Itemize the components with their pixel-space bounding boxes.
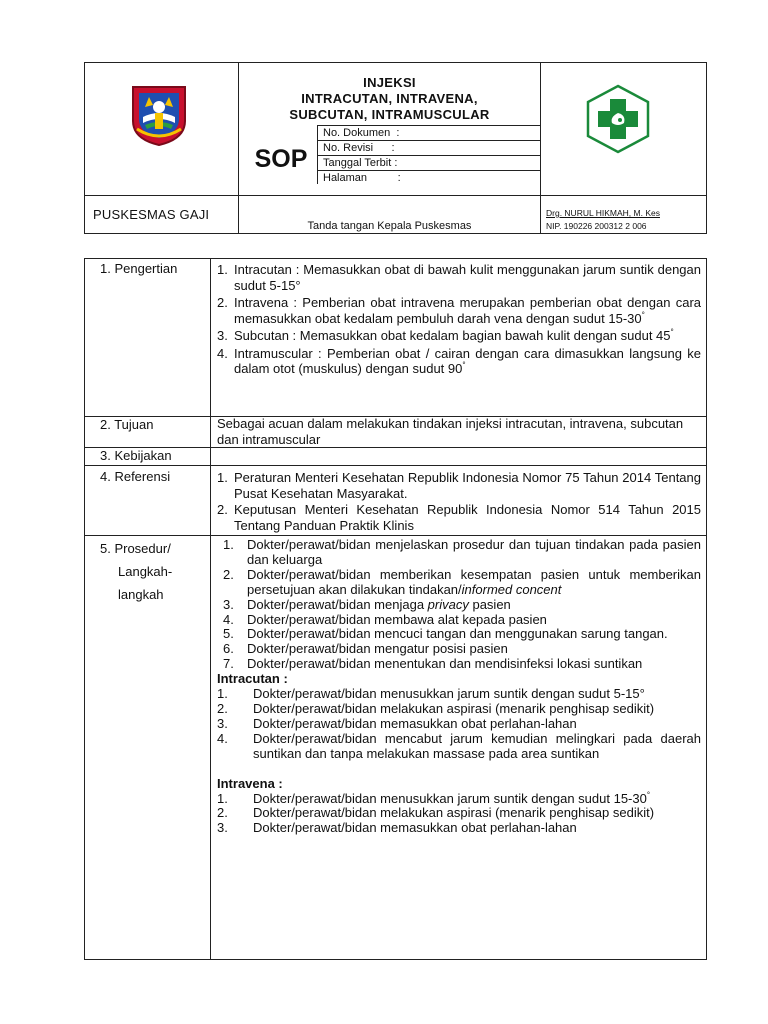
list-number: 2.: [217, 805, 228, 821]
section-label: 1. Pengertian: [100, 261, 178, 276]
list-number: 2.: [217, 700, 228, 716]
list-number: 3.: [217, 328, 228, 343]
signature-caption: Tanda tangan Kepala Puskesmas: [307, 220, 472, 232]
list-number: 4.: [217, 345, 228, 361]
regency-emblem-logo: [127, 83, 191, 147]
list-number: 1.: [217, 470, 228, 485]
item-text: Keputusan Menteri Kesehatan Republik Indonesia Nomor 514 Tahun 2015 Tentang Panduan Praktik Klinis: [234, 502, 701, 533]
list-item: [217, 613, 701, 628]
referensi-content: [217, 470, 701, 533]
degree-mark: °: [641, 310, 645, 320]
header-divider: [85, 195, 707, 196]
sop-label: SOP: [254, 145, 308, 173]
list-number: 1.: [217, 790, 228, 806]
header-divider: [317, 125, 318, 184]
item-text: Dokter/perawat/bidan membawa alat kepada pasien: [247, 611, 547, 627]
item-text: Dokter/perawat/bidan menjelaskan prosedur dan tujuan tindakan pada pasien dan keluarga: [247, 537, 701, 567]
puskesmas-name: PUSKESMAS GAJI: [93, 207, 210, 222]
header-divider: [540, 63, 541, 234]
list-item: [217, 642, 701, 657]
label-line: 5. Prosedur/: [100, 541, 171, 556]
intravena-list: [217, 792, 701, 837]
item-text: Dokter/perawat/bidan mencuci tangan dan menggunakan sarung tangan.: [247, 626, 668, 642]
item-text: Dokter/perawat/bidan menusukkan jarum suntik dengan sudut 5-15°: [253, 686, 645, 702]
label-line: langkah: [118, 587, 164, 602]
puskesmas-logo: [582, 83, 654, 155]
head-name: Drg. NURUL HIKMAH, M. Kes: [546, 208, 660, 218]
page-field: Halaman :: [323, 172, 401, 184]
definition-list: [217, 262, 701, 377]
list-number: 1.: [217, 686, 228, 702]
reference-list: [217, 470, 701, 533]
general-procedure-list: [217, 538, 701, 672]
item-text: Dokter/perawat/bidan menusukkan jarum suntik dengan sudut 15-30: [253, 790, 647, 806]
item-text: Intracutan : Memasukkan obat di bawah kulit menggunakan jarum suntik dengan sudut 5-15°: [234, 262, 701, 293]
item-text: Dokter/perawat/bidan memasukkan obat perlahan-lahan: [253, 715, 577, 731]
list-item: [217, 687, 701, 702]
list-item: [217, 598, 701, 613]
list-number: 2.: [223, 566, 234, 582]
section-label: [100, 537, 172, 606]
item-text: Dokter/perawat/bidan memasukkan obat perlahan-lahan: [253, 820, 577, 836]
list-number: 1.: [217, 262, 228, 277]
list-item: [217, 627, 701, 642]
intracutan-heading: Intracutan :: [217, 671, 288, 687]
list-item: [217, 821, 701, 836]
list-item: [217, 262, 701, 293]
list-item: [217, 568, 701, 598]
doc-number-field: No. Dokumen :: [323, 127, 400, 139]
list-item: [217, 295, 701, 326]
list-number: 6.: [223, 641, 234, 657]
section-label: 3. Kebijakan: [100, 448, 172, 463]
italic-text: privacy: [427, 596, 469, 612]
item-text: pasien: [468, 596, 511, 612]
item-text: Dokter/perawat/bidan mengatur posisi pasien: [247, 641, 508, 657]
item-text: Dokter/perawat/bidan mencabut jarum kemudian melingkari pada daerah suntikan dan tanpa melakukan massase pada area suntikan: [253, 730, 701, 761]
list-item: [217, 328, 701, 344]
list-item: [217, 717, 701, 732]
item-text: Dokter/perawat/bidan menentukan dan mendisinfeksi lokasi suntikan: [247, 656, 643, 672]
column-divider: [210, 259, 211, 959]
section-label: 4. Referensi: [100, 469, 171, 484]
label-line: Langkah-: [118, 564, 173, 579]
item-text: Dokter/perawat/bidan menjaga: [247, 596, 428, 612]
item-text: Intravena : Pemberian obat intravena merupakan pemberian obat dengan cara memasukkan obat kedalam pembuluh darah vena dengan sudut 15-30: [234, 295, 701, 326]
list-item: [217, 470, 701, 501]
list-item: [217, 792, 701, 807]
item-text: Subcutan : Memasukkan obat kedalam bagian bawah kulit dengan sudut 45: [234, 328, 671, 343]
item-text: Peraturan Menteri Kesehatan Republik Indonesia Nomor 75 Tahun 2014 Tentang Pusat Kesehatan Masyarakat.: [234, 470, 701, 501]
title-line: SUBCUTAN, INTRAMUSCULAR: [289, 107, 490, 122]
pengertian-content: [217, 262, 701, 377]
list-item: [217, 657, 701, 672]
list-item: [217, 806, 701, 821]
list-item: [217, 502, 701, 533]
item-text: Dokter/perawat/bidan melakukan aspirasi (menarik penghisap sedikit): [253, 805, 655, 821]
head-nip: NIP. 190226 200312 2 006: [546, 221, 647, 231]
sop-title: [239, 75, 540, 123]
item-text: Dokter/perawat/bidan melakukan aspirasi (menarik penghisap sedikit): [253, 700, 655, 716]
degree-mark: °: [670, 327, 674, 337]
sop-body-table: [84, 258, 707, 960]
list-item: [217, 538, 701, 568]
list-number: 5.: [223, 626, 234, 642]
item-text: Dokter/perawat/bidan memberikan kesempatan pasien untuk memberikan persetujuan akan dilakukan tindakan/: [247, 566, 701, 597]
title-line: INTRACUTAN, INTRAVENA,: [301, 91, 478, 106]
list-number: 2.: [217, 295, 228, 310]
list-number: 4.: [223, 611, 234, 627]
list-number: 3.: [217, 820, 228, 836]
list-number: 2.: [217, 502, 228, 517]
row-divider: [85, 535, 706, 536]
list-item: [217, 732, 701, 762]
list-item: [217, 702, 701, 717]
item-text: Intramuscular : Pemberian obat / cairan dengan cara dimasukkan langsung ke dalam otot (muskulus) dengan sudut 90: [234, 345, 701, 376]
row-divider: [85, 447, 706, 448]
list-number: 4.: [217, 730, 228, 746]
sop-header-table: [84, 62, 707, 234]
list-item: [217, 346, 701, 377]
issue-date-field: Tanggal Terbit :: [323, 157, 398, 169]
list-number: 3.: [217, 715, 228, 731]
list-number: 3.: [223, 596, 234, 612]
intracutan-list: [217, 687, 701, 762]
title-line: INJEKSI: [363, 75, 416, 90]
degree-mark: °: [462, 360, 466, 370]
italic-text: informed concent: [461, 581, 562, 597]
row-divider: [85, 465, 706, 466]
prosedur-content: [217, 538, 701, 836]
list-number: 1.: [223, 537, 234, 552]
list-number: 7.: [223, 656, 234, 672]
degree-mark: °: [646, 790, 651, 800]
tujuan-content: Sebagai acuan dalam melakukan tindakan injeksi intracutan, intravena, subcutan dan intramuscular: [217, 416, 684, 447]
intravena-heading: Intravena :: [217, 775, 283, 791]
revision-field: No. Revisi :: [323, 142, 395, 154]
section-label: 2. Tujuan: [100, 417, 154, 432]
